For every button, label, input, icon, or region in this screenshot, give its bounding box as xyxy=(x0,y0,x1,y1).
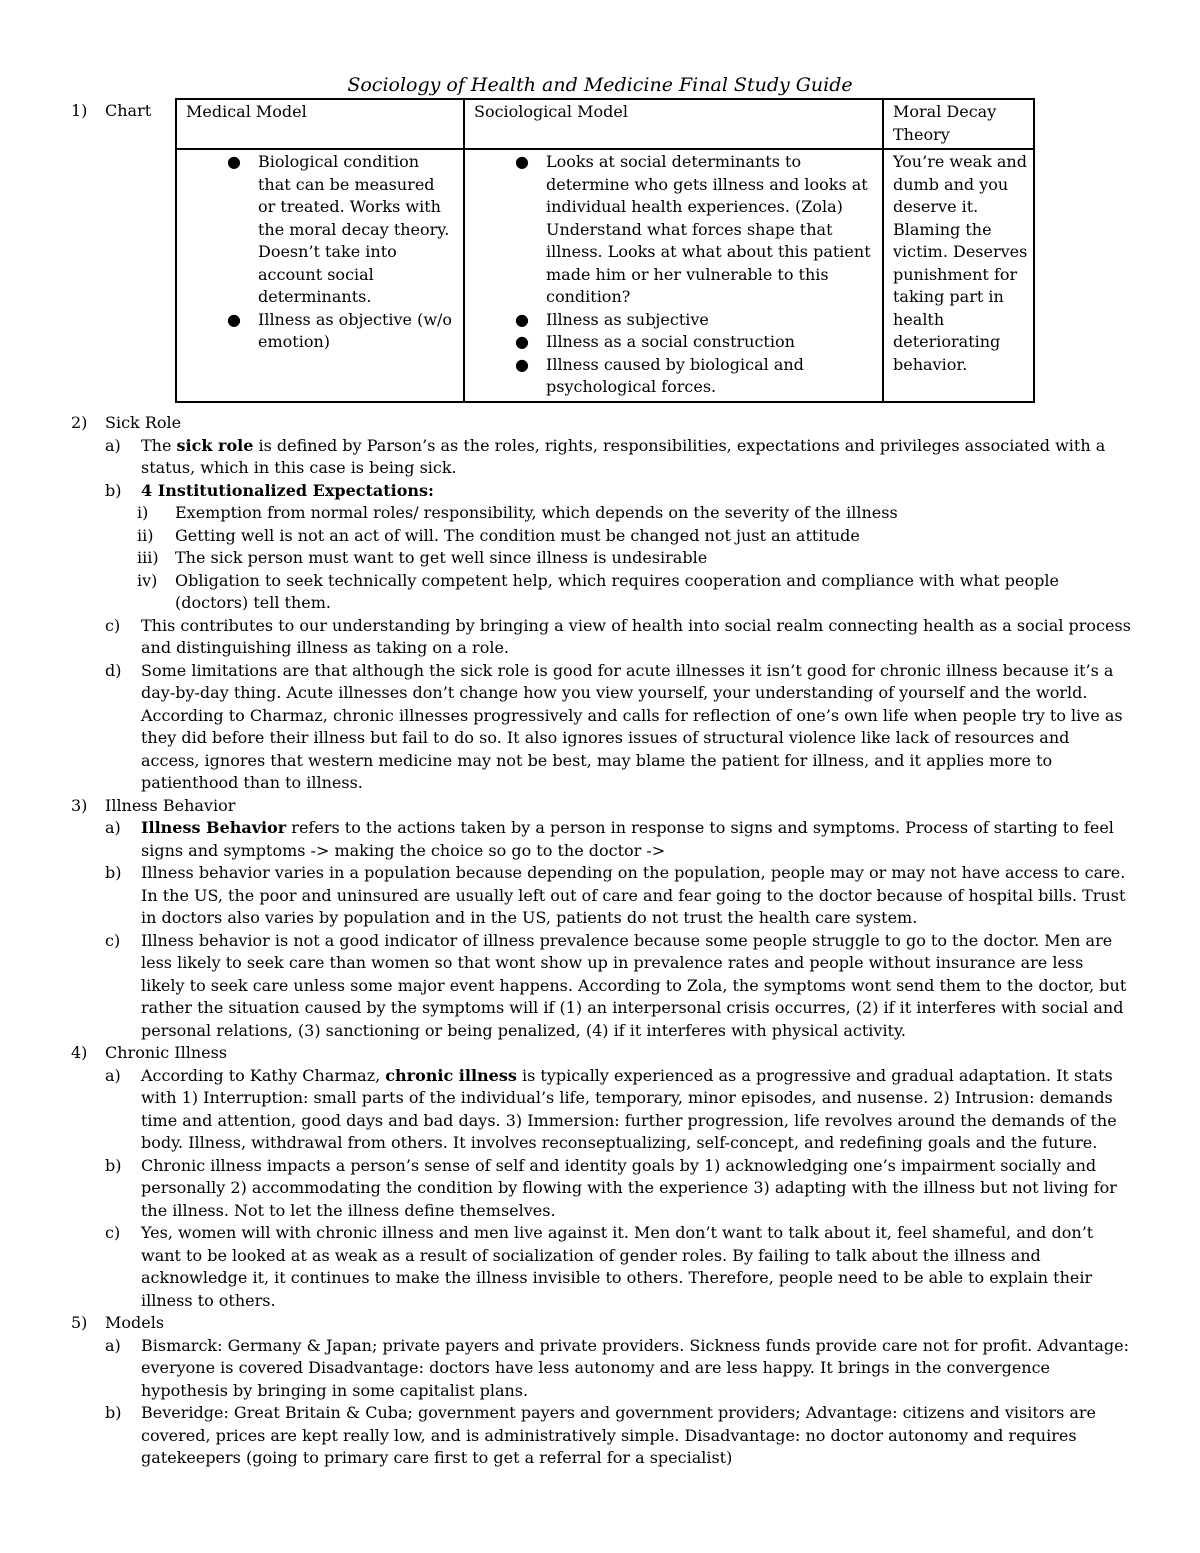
list-item: iv) Obligation to seek technically competent help, which requires cooperation and compliance with what people (doctors) tell them. xyxy=(137,570,1059,612)
section-number: 5) xyxy=(71,1313,88,1332)
section-2-heading xyxy=(71,412,1131,435)
bullet-icon: ● xyxy=(227,309,241,329)
list-item: ● Illness as subjective xyxy=(474,309,874,332)
header-medical-model: Medical Model xyxy=(176,99,464,149)
sociological-model-list xyxy=(474,151,874,399)
bullet-icon: ● xyxy=(515,152,529,171)
medical-model-cell xyxy=(176,149,464,402)
section-number: 2) xyxy=(71,413,88,432)
bullet-icon: ● xyxy=(515,332,529,351)
section-label: Illness Behavior xyxy=(105,795,236,815)
sociological-model-cell xyxy=(464,149,883,402)
section-number: 1) xyxy=(71,101,88,120)
list-item: b) Beveridge: Great Britain & Cuba; government payers and government providers; Advantage: citizens and visitors are covered, prices are kept really low, and is administratively simple. Disadvantage: no doctor autonomy and requires gatekeepers (going to primary care first to get a referral for a specialist) xyxy=(105,1403,1097,1467)
bullet-icon: ● xyxy=(515,309,529,329)
list-item: ● Illness caused by biological and psychological forces. xyxy=(515,354,804,396)
section-5-heading xyxy=(71,1312,1131,1335)
list-item: c) This contributes to our understanding by bringing a view of health into social realm connecting health as a social process and distinguishing illness as taking on a role. xyxy=(105,615,1131,657)
list-item: iii) The sick person must want to get well since illness is undesirable xyxy=(137,548,708,567)
header-sociological-model: Sociological Model xyxy=(464,99,883,149)
list-item: ii) Getting well is not an act of will. The condition must be changed not just an attitude xyxy=(137,525,860,545)
list-item: c) Yes, women will with chronic illness and men live against it. Men don’t want to talk about it, feel shameful, and don’t want to be looked at as weak as a result of socialization of gender roles. By failing to talk about the illness and acknowledge it, it continues to make the illness invisible to others. Therefore, people need to be able to explain their illness to others. xyxy=(105,1223,1094,1310)
list-item: a) Illness Behavior refers to the actions taken by a person in response to signs and symptoms. Process of starting to feel signs and symptoms -> making the choice so go to the doctor -> xyxy=(105,818,1114,860)
list-item: a) The sick role is defined by Parson’s as the roles, rights, responsibilities, expectations and privileges associated with a status, which in this case is being sick. xyxy=(105,435,1106,477)
section-number: 4) xyxy=(71,1043,88,1062)
list-item: ● Illness as a social construction xyxy=(474,331,874,354)
list-item: i) Exemption from normal roles/ responsibility, which depends on the severity of the illness xyxy=(137,503,898,522)
list-item: b) 4 Institutionalized Expectations: xyxy=(105,480,434,500)
section-3-heading xyxy=(71,795,1131,818)
model-comparison-chart xyxy=(175,98,1035,403)
bullet-icon: ● xyxy=(227,152,241,171)
list-item: b) Chronic illness impacts a person’s sense of self and identity goals by 1) acknowledging one’s impairment socially and personally 2) accommodating the condition by flowing with the experience 3) adapting with the illness but not living for the illness. Not to let the illness define themselves. xyxy=(105,1155,1117,1220)
section-4-heading xyxy=(71,1042,1131,1065)
section-label: Chart xyxy=(105,101,152,120)
list-item: b) Illness behavior varies in a population because depending on the population, people may or may not have access to care. In the US, the poor and uninsured are usually left out of care and fear going to the doctor because of hospital bills. Trust in doctors also varies by population and in the US, patients do not trust the health care system. xyxy=(105,863,1126,927)
list-item: a) According to Kathy Charmaz, chronic illness is typically experienced as a progressive and gradual adaptation. It stats with 1) Interruption: small parts of the individual’s life, temporary, minor episodes, and nusense. 2) Intrusion: demands time and attention, good days and bad days. 3) Immersion: further progression, life revolves around the demands of the body. Illness, withdrawal from others. It involves reconseptualizing, self-concept, and redefining goals and the future. xyxy=(105,1065,1117,1152)
header-moral-decay-theory: Moral Decay Theory xyxy=(883,99,1034,149)
chart-body-row xyxy=(176,149,1034,402)
list-item: d) Some limitations are that although the sick role is good for acute illnesses it isn’t good for chronic illness because it’s a day-by-day thing. Acute illnesses don’t change how you view yourself, your understanding of yourself and the world. According to Charmaz, chronic illnesses progressively and calls for reflection of one’s own life when people try to live as they did before their illness but fail to do so. It also ignores issues of structural violence like lack of resources and access, ignores that western medicine may not be best, may blame the patient for illness, and it applies more to patienthood than to illness. xyxy=(105,660,1123,792)
list-item: ● Illness as objective (w/o emotion) xyxy=(227,309,453,351)
section-label: Models xyxy=(105,1313,165,1332)
list-item: c) Illness behavior is not a good indicator of illness prevalence because some people struggle to go to the doctor. Men are less likely to seek care than women so that wont show up in prevalence rates and people without insurance are less likely to seek care unless some major event happens. According to Zola, the symptoms wont send them to the doctor, but rather the situation caused by the symptoms will if (1) an interpersonal crisis occurres, (2) if it interferes with social and personal relations, (3) sanctioning or being penalized, (4) if it interferes with physical activity. xyxy=(105,930,1127,1040)
list-item: ● Biological condition that can be measured or treated. Works with the moral decay theory. Doesn’t take into account social determinants. xyxy=(227,152,450,306)
section-label: Chronic Illness xyxy=(105,1043,228,1062)
bullet-icon: ● xyxy=(515,354,529,374)
section-label: Sick Role xyxy=(105,413,182,432)
outline-body xyxy=(71,412,1131,1470)
list-item: a) Bismarck: Germany & Japan; private payers and private providers. Sickness funds provide care not for profit. Advantage: everyone is covered Disadvantage: doctors have less autonomy and are less happy. It brings in the convergence hypothesis by bringing in some capitalist plans. xyxy=(105,1335,1129,1400)
list-item: ● Looks at social determinants to determine who gets illness and looks at individual health experiences. (Zola) Understand what forces shape that illness. Looks at what about this patient made him or her vulnerable to this condition? xyxy=(515,152,871,306)
chart-header-row xyxy=(176,99,1034,149)
moral-decay-cell: You’re weak and dumb and you deserve it. Blaming the victim. Deserves punishment for taking part in health deteriorating behavior. xyxy=(883,149,1034,402)
section-number: 3) xyxy=(71,795,88,815)
medical-model-list xyxy=(186,151,455,354)
page-title: Sociology of Health and Medicine Final Study Guide xyxy=(347,74,853,96)
